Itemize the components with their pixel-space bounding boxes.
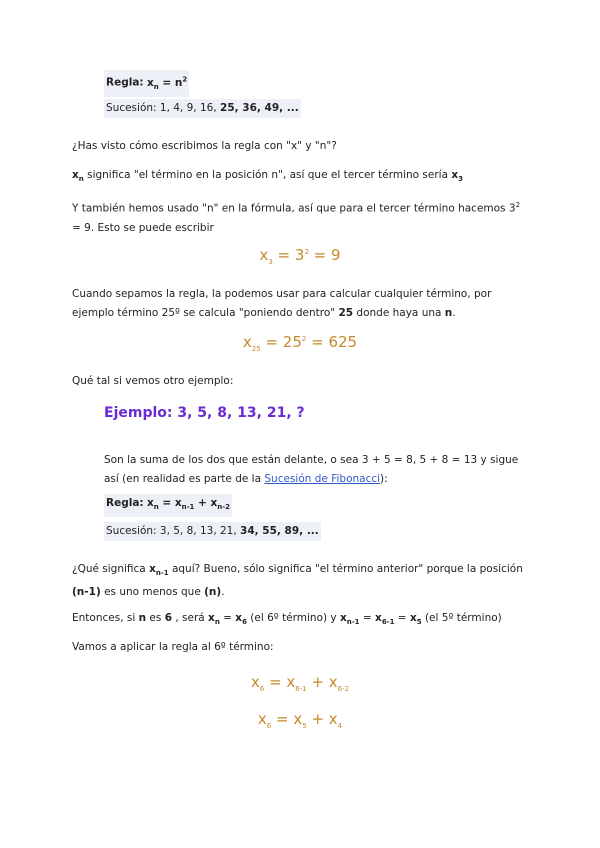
paragraph-5: Qué tal si vemos otro ejemplo: (72, 375, 234, 387)
paragraph-2: $x_n$ significa "el término en la posición n", así que el tercer término sería $x_3$ (72, 169, 463, 184)
rule-eq: = n (158, 76, 183, 89)
rule-var: x (146, 76, 154, 89)
paragraph-1: ¿Has visto cómo escribimos la regla con "x" y "n"? (72, 140, 337, 152)
paragraph-6: Son la suma de los dos que están delante, o sea 3 + 5 = 8, 5 + 8 = 13 y sigue así (en realidad es parte de la Sucesión de Fibonacci): (104, 454, 519, 485)
rule-line-2: Regla: $x_n = x_{n-1} + x_{n-2}$ (104, 494, 534, 517)
seq-label: Sucesión: (106, 102, 157, 114)
formula-3: $x_6 = x_{6-1} + x_{6-2}$ (250, 673, 350, 693)
formula-4: $x_6 = x_5 + x_4$ (257, 710, 343, 730)
rule-line-1 (104, 70, 534, 97)
fibonacci-link[interactable]: Sucesión de Fibonacci (264, 473, 381, 485)
rule-sup: 2 (182, 75, 188, 83)
paragraph-4: Cuando sepamos la regla, la podemos usar para calcular cualquier término, por ejemplo término 25º se calcula "poniendo dentro" 25 donde haya una n. (72, 288, 492, 319)
rule-sub: n (153, 82, 159, 91)
example-heading: Ejemplo: 3, 5, 8, 13, 21, ? (104, 405, 305, 421)
rule-label: Regla: (106, 76, 144, 89)
formula-2: $x_{25} = 25^2 = 625$ (242, 333, 358, 353)
sequence-line-2: Sucesión: 3, 5, 8, 13, 21, 34, 55, 89, ... (104, 522, 534, 541)
seq-bold: 25, 36, 49, ... (220, 102, 299, 114)
paragraph-7: ¿Qué significa $x_{n-1}$ aquí? Bueno, sólo significa "el término anterior" porque la posición (n-1) es uno menos que (n). (72, 563, 523, 599)
paragraph-8: Entonces, si n es 6 , será $x_n = x_6$ (el 6º término) y $x_{n-1} = x_{6-1} = x_5$ (el 5º término) (72, 612, 502, 627)
sequence-line-1 (104, 99, 534, 118)
paragraph-9: Vamos a aplicar la regla al 6º término: (72, 641, 274, 653)
formula-1: $x_3 = 3^2 = 9$ (259, 246, 341, 266)
seq-plain: 1, 4, 9, 16, (156, 102, 221, 114)
paragraph-3: Y también hemos usado "n" en la fórmula, así que para el tercer término hacemos $3^2 = 9$. Esto se puede escribir (72, 201, 521, 234)
